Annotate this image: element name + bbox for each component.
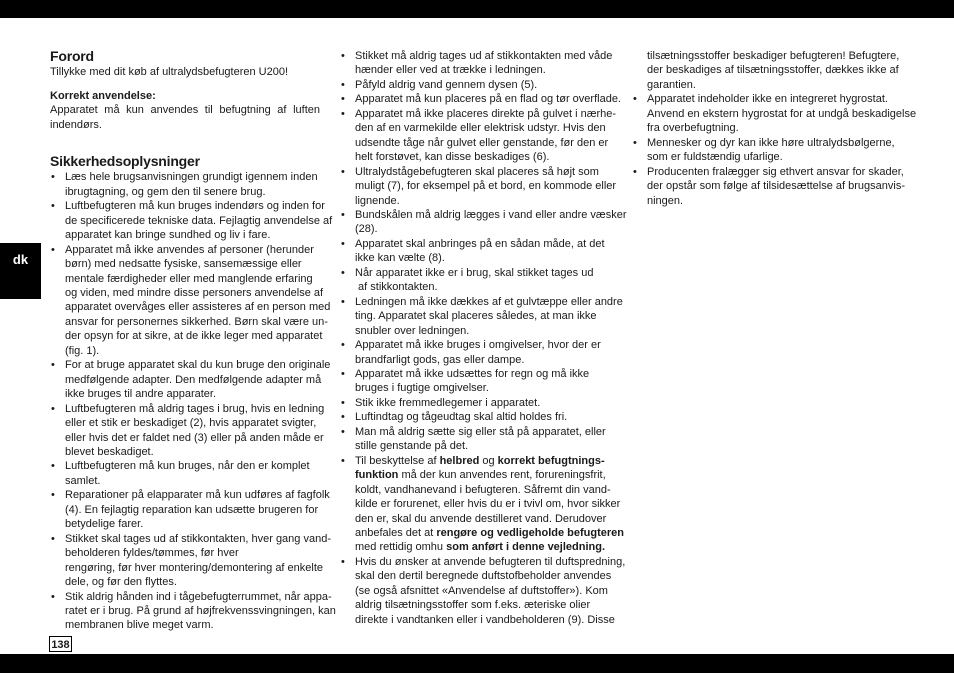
text-line: anbefales det at	[355, 526, 437, 539]
text-line: Producenten fralægger sig ethvert ansvar for skader,	[647, 165, 904, 178]
column-1	[50, 48, 336, 633]
text-line: (28).	[355, 223, 378, 236]
text-line: Ledningen må ikke dækkes af et gulvtæppe eller andre	[355, 295, 623, 308]
bullet-icon: •	[341, 237, 345, 250]
bullet-icon: •	[341, 93, 345, 106]
text-line: Apparatet må ikke udsættes for regn og må ikke	[355, 367, 590, 380]
top-black-bar	[0, 0, 954, 18]
list-item	[340, 78, 612, 92]
list-item-fragrance	[340, 555, 626, 627]
safety-heading: Sikkerhedsoplysninger	[50, 153, 200, 170]
text-line: Luftbefugteren må kun bruges indendørs og inden for	[65, 200, 325, 213]
text-line: brandfarligt gods, gas eller dampe.	[355, 353, 525, 366]
bullet-icon: •	[341, 411, 345, 424]
text-line: Man må aldrig sætte sig eller stå på apparatet, eller	[355, 425, 606, 438]
text-line: Hvis du ønsker at anvende befugteren til duftspredning,	[355, 555, 626, 568]
text-line: kilde er forurenet, eller hvis du er i tvivl om, hvor sikker	[355, 498, 621, 511]
list-item	[50, 532, 331, 590]
bullet-icon: •	[633, 93, 637, 106]
text-line: Anvend en ekstern hygrostat for at undgå beskadigelse	[647, 107, 917, 120]
text-line: direkte i vandtanken eller i vandbeholderen (9). Disse	[355, 613, 615, 626]
text-line: beholderen fyldes/tømmes, før hver	[65, 547, 239, 560]
list-item	[340, 295, 623, 338]
text-line: (se også afsnittet «Anvendelse af duftstoffer»). Kom	[355, 584, 608, 597]
column-3	[632, 49, 917, 208]
intro-text: Tillykke med dit køb af ultralydsbefugteren U200!	[50, 66, 289, 78]
text-line: samlet.	[65, 474, 101, 487]
text-line: muligt (7), for eksempel på et bord, en kommode eller	[355, 180, 617, 193]
text-line: Apparatet må kun placeres på en flad og tør overflade.	[355, 93, 621, 106]
bullet-icon: •	[341, 555, 345, 568]
list-item	[50, 358, 331, 401]
list-item	[340, 237, 612, 266]
text-line: de specificerede tekniske data. Fejlagtig anvendelse af	[65, 214, 333, 227]
bottom-black-bar	[0, 654, 954, 673]
text-line: med rettidig omhu	[355, 541, 447, 554]
bullet-icon: •	[51, 460, 55, 473]
bullet-icon: •	[51, 171, 55, 184]
text-line: (fig. 1).	[65, 344, 100, 357]
text-line: Mennesker og dyr kan ikke høre ultralydsbølgerne,	[647, 136, 895, 149]
text-line: Apparatet indeholder ikke en integreret hygrostat.	[647, 93, 888, 106]
text-line: Apparatet skal anbringes på en sådan måde, at det	[355, 237, 605, 250]
text-line: Luftbefugteren må aldrig tages i brug, hvis en ledning	[65, 402, 325, 415]
bullet-icon: •	[341, 78, 345, 91]
page-number: 138	[49, 636, 72, 652]
bullet-icon: •	[341, 107, 345, 120]
list-item	[50, 243, 331, 359]
text-line: ibrugtagning, og gem den til senere brug.	[65, 185, 266, 198]
text-line: (4). En fejlagtig reparation kan udsætte brugeren for	[65, 503, 319, 516]
text-line: snubler over ledningen.	[355, 324, 470, 337]
safety-list-col2	[340, 49, 627, 627]
text-line	[355, 526, 624, 540]
text-line: Stikket skal tages ud af stikkontakten, hver gang vand-	[65, 532, 331, 545]
text-line: og viden, med mindre disse personers anvendelse af	[65, 286, 324, 299]
bullet-icon: •	[633, 136, 637, 149]
list-item	[340, 410, 612, 424]
list-item	[632, 165, 907, 208]
text-line: som er fuldstændig ufarlige.	[647, 151, 783, 164]
bullet-icon: •	[341, 454, 345, 467]
list-item	[340, 367, 612, 396]
text-line: ting. Apparatet skal placeres således, at man ikke	[355, 310, 597, 323]
list-item	[632, 92, 917, 135]
text-line: Apparatet må ikke placeres direkte på gulvet i nærhe-	[355, 107, 617, 120]
list-item	[340, 49, 612, 78]
text-line: apparatet kan bringe sundhed og liv i fare.	[65, 229, 271, 242]
text-line: som anført i denne vejledning.	[446, 541, 606, 554]
bullet-icon: •	[341, 396, 345, 409]
text-line: der opstår som følge af tilsidesættelse af brugsanvis-	[647, 180, 906, 193]
text-line: Til beskyttelse af	[355, 454, 440, 467]
bullet-icon: •	[341, 266, 345, 279]
list-item-hygiene	[340, 454, 624, 555]
text-line: For at bruge apparatet skal du kun bruge den originale	[65, 359, 331, 372]
fragrance-continuation	[632, 49, 907, 92]
text-line	[355, 540, 612, 554]
text-line: betydelige farer.	[65, 518, 144, 531]
text-line: der beskadiges af tilsætningsstoffer, dækkes ikke af	[647, 64, 899, 77]
text-line: Luftbefugteren må kun bruges, når den er komplet	[65, 460, 310, 473]
text-line: ansvar for personernes sikkerhed. Børn skal være un-	[65, 315, 328, 328]
text-line: af stikkontakten.	[355, 281, 438, 294]
text-line: den er, skal du anvende destilleret vand. Derudover	[355, 512, 607, 525]
intro-heading: Forord	[50, 48, 94, 64]
text-line: dele, og før den flyttes.	[65, 576, 177, 589]
list-item	[50, 459, 320, 488]
bullet-icon: •	[51, 359, 55, 372]
language-tab-label: dk	[12, 252, 29, 267]
text-line	[355, 468, 612, 482]
bullet-icon: •	[51, 590, 55, 603]
text-line: Reparationer på elapparater må kun udføres af fagfolk	[65, 489, 330, 502]
text-line: Luftindtag og tågeudtag skal altid holdes fri.	[355, 411, 568, 424]
bullet-icon: •	[341, 339, 345, 352]
list-item	[632, 136, 907, 165]
text-line: stille genstande på det.	[355, 440, 469, 453]
list-item	[340, 266, 612, 295]
text-line: apparatet overvåges eller assisteres af en person med	[65, 301, 331, 314]
list-item	[340, 425, 612, 454]
text-line: eller et stik er beskadiget (2), hvis apparatet svigter,	[65, 417, 317, 430]
list-item	[50, 199, 333, 242]
bullet-icon: •	[51, 489, 55, 502]
text-line: Stik aldrig hånden ind i tågebefugterrummet, når appa-	[65, 590, 332, 603]
text-line: helbred	[439, 454, 480, 467]
text-line	[355, 454, 612, 468]
text-line: koldt, vandhanevand i befugteren. Såfremt din vand-	[355, 483, 611, 496]
text-line: og	[479, 454, 498, 467]
text-line: udsendte tåge når gulvet eller genstande, før den er	[355, 136, 609, 149]
list-item	[340, 208, 627, 237]
list-item	[50, 590, 336, 633]
text-line: rengøre og vedligeholde befugteren	[436, 526, 624, 539]
text-line: mentale færdigheder eller med manglende erfaring	[65, 272, 313, 285]
text-line: ikke bruges til andre apparater.	[65, 388, 217, 401]
list-item	[50, 170, 320, 199]
list-item	[340, 165, 617, 208]
text-line: Når apparatet ikke er i brug, skal stikket tages ud	[355, 266, 594, 279]
list-item	[340, 396, 612, 410]
bullet-icon: •	[341, 425, 345, 438]
text-line: rengøring, før hver montering/demontering af enkelte	[65, 561, 324, 574]
text-line: medfølgende adapter. Den medfølgende adapter må	[65, 373, 322, 386]
text-line: aldrig tilsætningsstoffer som f.eks. æteriske olier	[355, 599, 591, 612]
safety-list-col3	[632, 92, 917, 208]
text-line: den af en varmekilde eller elektrisk udstyr. Hvis den	[355, 122, 606, 135]
usage-heading: Korrekt anvendelse:	[50, 90, 156, 103]
text-line: eller hvis det er faldet ned (3) eller på anden måde er	[65, 431, 324, 444]
usage-text: Apparatet må kun anvendes til befugtning af luften indendørs.	[50, 104, 320, 131]
list-item	[340, 338, 612, 367]
safety-list-col1	[50, 170, 336, 633]
bullet-icon: •	[51, 402, 55, 415]
text-line: fra overbefugtning.	[647, 122, 739, 135]
bullet-icon: •	[341, 165, 345, 178]
text-line: ikke kan vælte (8).	[355, 252, 445, 265]
bullet-icon: •	[341, 208, 345, 221]
text-line: hænder eller ved at trække i ledningen.	[355, 64, 546, 77]
list-item	[50, 488, 330, 531]
text-line: ratet er i brug. På grund af højfrekvenssvingningen, kan	[65, 604, 336, 617]
text-line: Læs hele brugsanvisningen grundigt igennem inden	[65, 171, 318, 184]
text-line: Stikket må aldrig tages ud af stikkontakten med våde	[355, 50, 613, 62]
bullet-icon: •	[633, 165, 637, 178]
text-line: Apparatet må ikke anvendes af personer (herunder	[65, 243, 314, 256]
list-item	[340, 92, 621, 106]
text-line: der opsyn for at sikre, at de ikke leger med apparatet	[65, 330, 323, 343]
text-line: blevet beskadiget.	[65, 445, 154, 458]
text-line: helt forstøvet, kan disse beskadiges (6).	[355, 151, 550, 164]
text-line: Ultralydstågebefugteren skal placeres så højt som	[355, 165, 599, 178]
text-line: Stik ikke fremmedlegemer i apparatet.	[355, 396, 541, 409]
text-line: tilsætningsstoffer beskadiger befugteren! Befugtere,	[647, 50, 900, 62]
bullet-icon: •	[341, 50, 345, 62]
text-line: skal den dertil beregnede duftstofbeholder anvendes	[355, 570, 612, 583]
text-line: funktion	[355, 469, 399, 482]
language-tab	[0, 243, 41, 299]
text-line: ningen.	[647, 194, 684, 207]
bullet-icon: •	[51, 532, 55, 545]
text-line: må der kun anvendes rent, forureningsfrit,	[398, 469, 606, 482]
column-2	[340, 49, 627, 627]
list-item	[340, 107, 617, 165]
list-item	[50, 402, 325, 460]
bullet-icon: •	[51, 200, 55, 213]
text-line: Bundskålen må aldrig lægges i vand eller andre væsker	[355, 208, 627, 221]
bullet-icon: •	[341, 295, 345, 308]
text-line: membranen blive meget varm.	[65, 619, 214, 632]
text-line: korrekt befugtnings-	[497, 454, 605, 467]
text-line: børn) med nedsatte fysiske, sansemæssige eller	[65, 258, 302, 271]
text-line: Påfyld aldrig vand gennem dysen (5).	[355, 78, 538, 91]
bullet-icon: •	[341, 367, 345, 380]
text-line: lignende.	[355, 194, 400, 207]
text-line: garantien.	[647, 78, 696, 91]
text-line: bruges i fugtige omgivelser.	[355, 382, 489, 395]
bullet-icon: •	[51, 243, 55, 256]
text-line: Apparatet må ikke bruges i omgivelser, hvor der er	[355, 339, 601, 352]
